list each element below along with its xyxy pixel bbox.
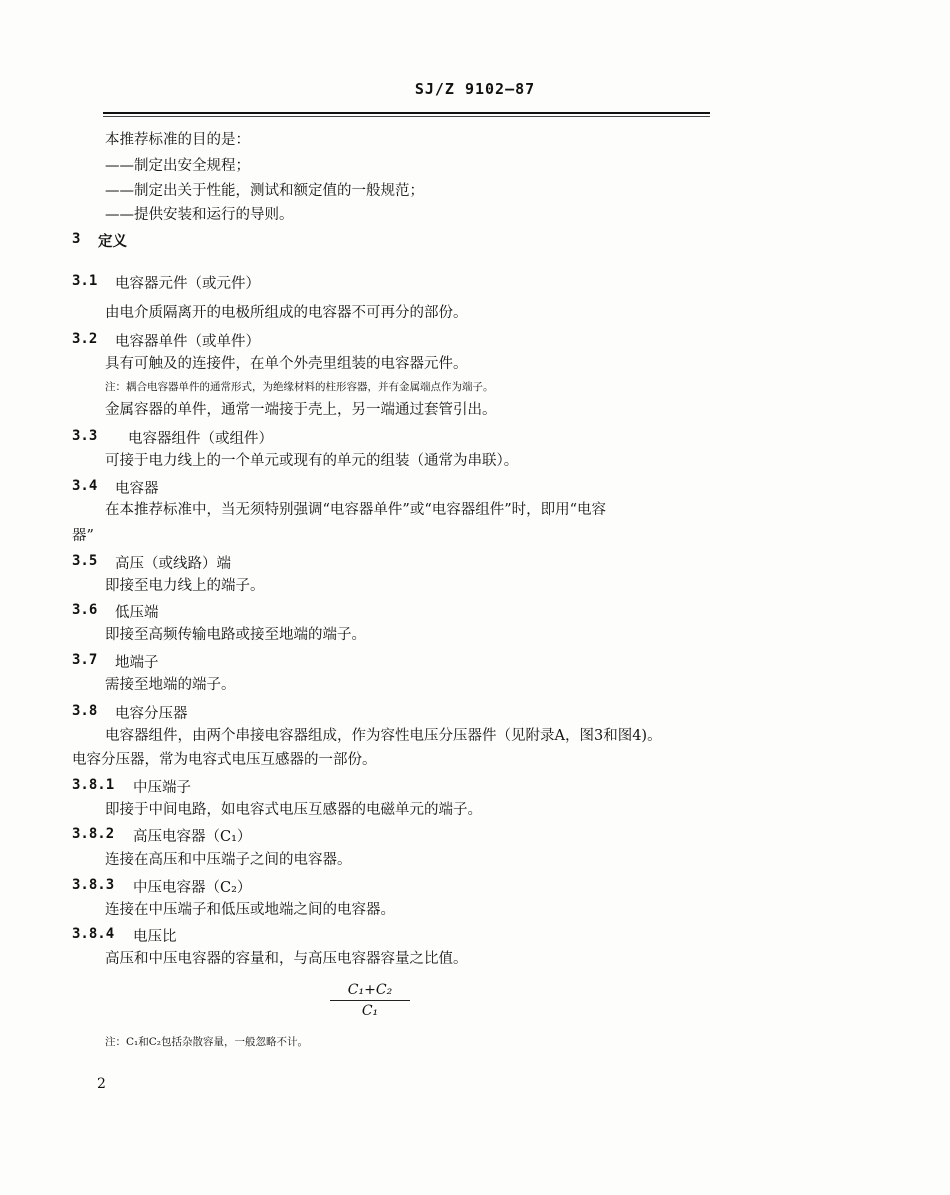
clause-number: 3.8.4: [72, 926, 115, 942]
clause-definition: 即接至高频传输电路或接至地端的端子。: [105, 627, 366, 643]
clause-term: 低压端: [115, 605, 159, 621]
clause-definition: 需接至地端的端子。: [105, 677, 236, 693]
clause-definition: 器”: [72, 528, 94, 544]
clause-term: 电容器单件（或单件）: [115, 334, 260, 350]
clause-number: 3.8.1: [72, 777, 115, 793]
clause-definition: 连接在高压和中压端子之间的电容器。: [105, 852, 352, 868]
clause-term: 高压电容器（C₁）: [133, 829, 252, 845]
header-rule-thin: [103, 116, 710, 117]
fraction-bar: [330, 1000, 410, 1001]
clause-number: 3.6: [72, 602, 98, 618]
clause-number: 3.7: [72, 652, 98, 668]
formula-numerator: C₁+C₂: [347, 982, 393, 998]
clause-definition: 由电介质隔离开的电极所组成的电容器不可再分的部份。: [105, 305, 468, 321]
clause-definition: 电容分压器，常为电容式电压互感器的一部份。: [72, 752, 377, 768]
clause-definition: 具有可触及的连接件，在单个外壳里组装的电容器元件。: [105, 356, 468, 372]
clause-term: 电容器组件（或组件）: [128, 431, 273, 447]
clause-definition: 即接至电力线上的端子。: [105, 578, 265, 594]
clause-term: 中压端子: [133, 780, 191, 796]
clause-number: 3.4: [72, 478, 98, 494]
clause-term: 电压比: [133, 929, 177, 945]
clause-number: 3.8.3: [72, 877, 115, 893]
intro-line: ——制定出安全规程；: [105, 158, 250, 174]
final-note: 注：C₁和C₂包括杂散容量，一般忽略不计。: [105, 1036, 308, 1048]
formula-denominator: C₁: [361, 1003, 379, 1019]
clause-term: 电容器元件（或元件）: [115, 276, 260, 292]
intro-line: ——制定出关于性能，测试和额定值的一般规范；: [105, 183, 424, 199]
clause-term: 电容分压器: [115, 706, 188, 722]
clause-number: 3.8: [72, 703, 98, 719]
clause-number: 3.3: [72, 428, 98, 444]
clause-definition: 连接在中压端子和低压或地端之间的电容器。: [105, 902, 395, 918]
clause-definition: 金属容器的单件，通常一端接于壳上，另一端通过套管引出。: [105, 402, 497, 418]
intro-line: ——提供安装和运行的导则。: [105, 207, 294, 223]
clause-term: 地端子: [115, 655, 159, 671]
section-title: 定义: [98, 233, 127, 250]
clause-number: 3.1: [72, 273, 98, 289]
clause-term: 中压电容器（C₂）: [133, 880, 252, 896]
clause-note: 注：耦合电容器单件的通常形式，为绝缘材料的柱形容器，并有金属端点作为端子。: [105, 381, 494, 393]
clause-number: 3.2: [72, 331, 98, 347]
clause-definition: 在本推荐标准中，当无须特别强调“电容器单件”或“电容器组件”时，即用“电容: [105, 502, 607, 518]
clause-term: 电容器: [115, 481, 159, 497]
clause-term: 高压（或线路）端: [115, 556, 231, 572]
intro-line: 本推荐标准的目的是：: [105, 132, 250, 148]
standard-code-header: SJ/Z 9102—87: [414, 80, 536, 98]
page-number: 2: [97, 1076, 106, 1092]
voltage-ratio-formula: [330, 982, 410, 1019]
clause-definition: 高压和中压电容器的容量和，与高压电容器容量之比值。: [105, 951, 468, 967]
clause-number: 3.5: [72, 553, 98, 569]
clause-definition: 即接于中间电路，如电容式电压互感器的电磁单元的端子。: [105, 802, 482, 818]
section-number: 3: [72, 231, 81, 247]
clause-definition: 电容器组件，由两个串接电容器组成，作为容性电压分压器件（见附录A，图3和图4)。: [105, 728, 662, 744]
header-rule: [103, 112, 710, 114]
clause-definition: 可接于电力线上的一个单元或现有的单元的组装（通常为串联）。: [105, 453, 519, 469]
clause-number: 3.8.2: [72, 826, 115, 842]
